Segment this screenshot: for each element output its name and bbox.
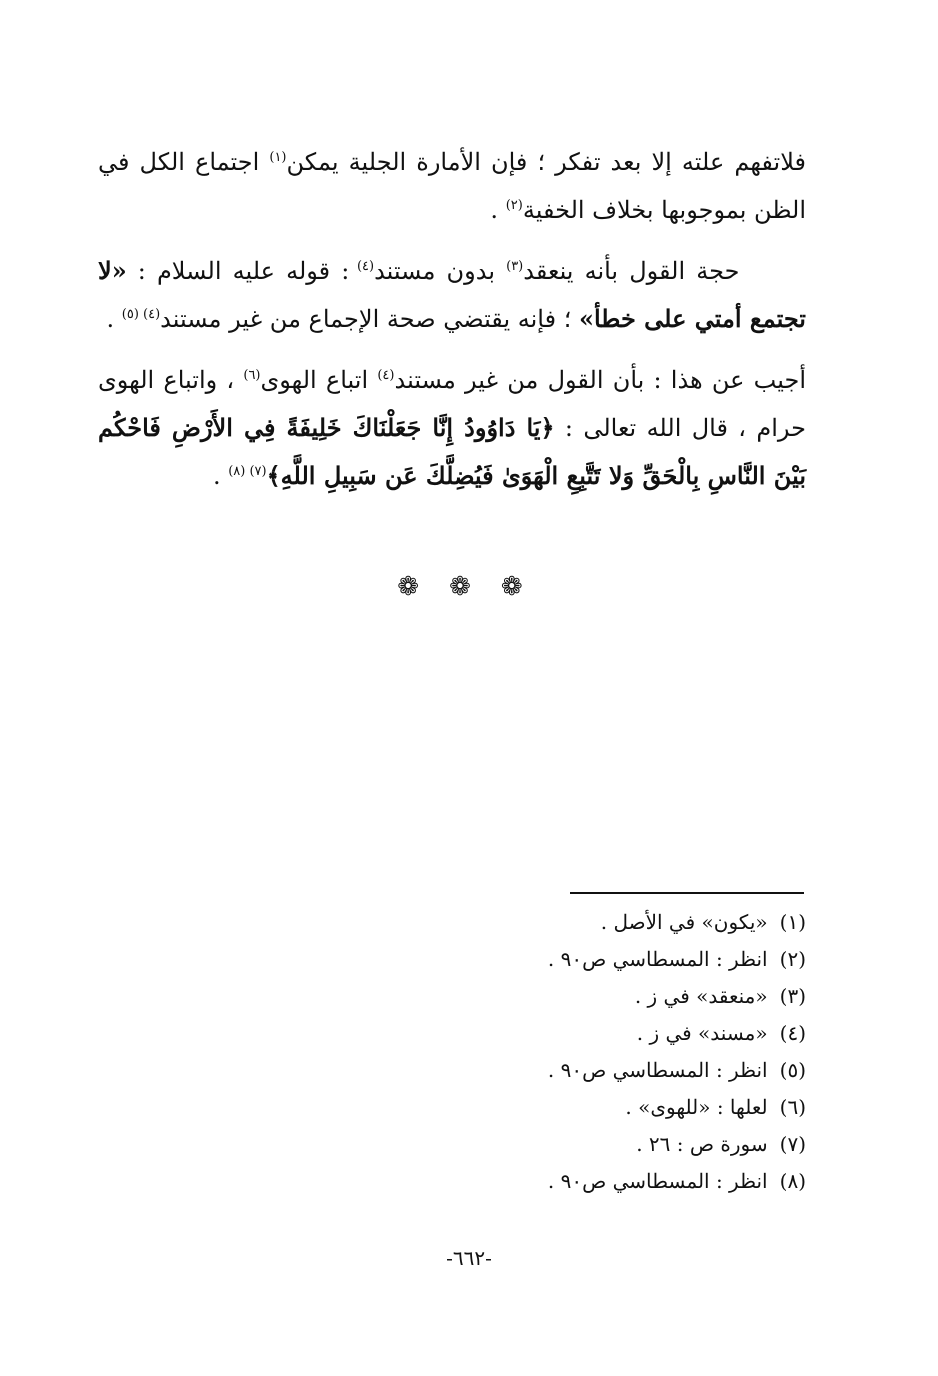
text-run: . [490,196,506,224]
footnote-ref: (٤) (٥) [121,307,161,322]
footnote-ref: (٦) [243,368,261,383]
footnote-text: انظر : المسطاسي ص٩٠ . [547,1058,768,1082]
footnote-number: (٥) [779,1058,806,1082]
paragraph-2 [98,247,806,343]
footnote-number: (٨) [779,1169,806,1193]
footnote-number: (٣) [779,984,806,1008]
page-number: -٦٦٢- [446,1246,492,1270]
footnote-text: «منعقد» في ز . [634,984,768,1008]
paragraph-3 [98,356,806,500]
section-divider [0,572,938,602]
footnote-text: انظر : المسطاسي ص٩٠ . [547,947,768,971]
footnote-text: «يكون» في الأصل . [600,910,768,934]
text-run: . [106,305,122,333]
text-run: اجتماع الكل في الظن بموجوبها بخلاف الخفية [98,148,806,224]
text-run: . [212,462,229,490]
flower-ornament-icon: ❁ [449,572,489,602]
text-run: حجة القول بأنه ينعقد [523,257,740,285]
text-run: ؛ فإنه يقتضي صحة الإجماع من غير مستند [160,305,579,333]
footnotes [450,904,806,1200]
footnote-separator [570,892,804,894]
footnote-item [450,941,806,978]
footnote-ref: (١) [269,150,287,165]
text-run: بدون مستند [374,257,507,285]
footnote-item [450,904,806,941]
footnote-number: (٧) [779,1132,806,1156]
footnote-ref: (٣) [506,259,524,274]
footnote-item [450,1052,806,1089]
footnote-text: «مسند» في ز . [636,1021,768,1045]
quran-verse: ﴿يَا دَاوُودُ إِنَّا جَعَلْنَاكَ خَلِيفَةً فِي الأَرْضِ فَاحْكُم بَيْنَ النَّاسِ بِالْحَقِّ وَلا تَتَّبِعِ الْهَوَىٰ فَيُضِلَّكَ عَن سَبِيلِ اللَّهِ﴾ [98,413,806,490]
footnote-text: انظر : المسطاسي ص٩٠ . [547,1169,768,1193]
text-run: اتباع الهوى [260,366,378,394]
text-run: : قوله عليه السلام : [126,257,357,285]
footnote-number: (٢) [779,947,806,971]
paragraph-1 [98,138,806,234]
text-run: أجيب عن هذا : بأن القول من غير مستند [394,366,806,394]
footnote-item [450,1163,806,1200]
footnote-number: (١) [779,910,806,934]
footnote-text: لعلها : «للهوى» . [625,1095,768,1119]
footnote-ref: (٤) [356,259,375,274]
footnote-item [450,978,806,1015]
footnote-ref: (٤) [377,368,395,383]
hadith-quote: «لا تجتمع أمتي على خطأ» [98,256,806,333]
footnote-item [450,1089,806,1126]
flower-ornament-icon: ❁ [500,572,541,602]
footnote-number: (٤) [779,1021,806,1045]
footnote-item [450,1015,806,1052]
footnote-ref: (٧) (٨) [228,464,267,479]
footnote-ref: (٢) [505,198,523,213]
text-run: ، واتباع الهوى حرام ، قال الله تعالى : [98,366,807,442]
footnote-item [450,1126,806,1163]
footnote-text: سورة ص : ٢٦ . [636,1132,768,1156]
flower-ornament-icon: ❁ [397,572,438,602]
footnote-number: (٦) [779,1095,806,1119]
text-run: فلاتفهم علته إلا بعد تفكر ؛ فإن الأمارة الجلية يمكن [286,148,807,176]
